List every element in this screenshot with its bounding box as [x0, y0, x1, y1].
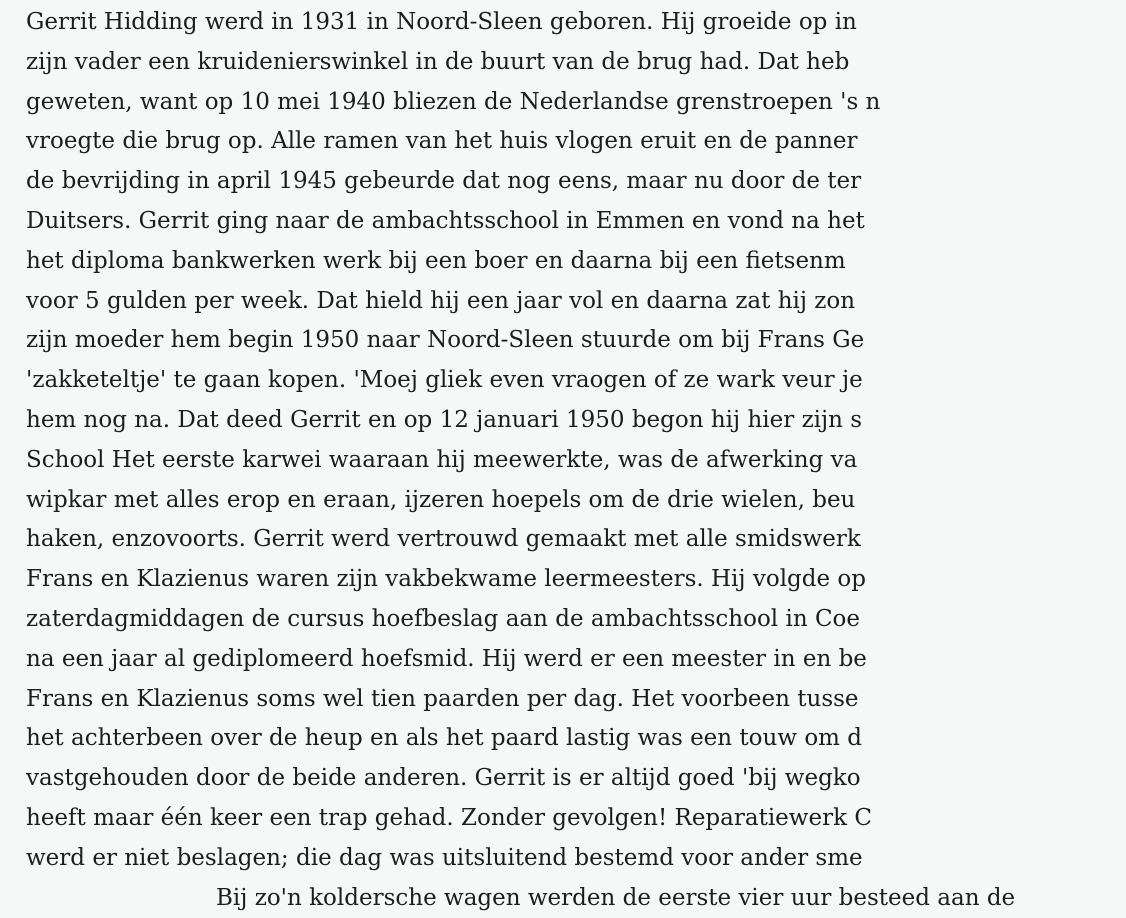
article-text: [26, 3, 1126, 918]
text-line: School Het eerste karwei waaraan hij meewerkte, was de afwerking va: [26, 446, 858, 473]
text-line: Gerrit Hidding werd in 1931 in Noord-Sleen geboren. Hij groeide op in: [26, 9, 857, 35]
text-line: heeft maar één keer een trap gehad. Zonder gevolgen! Reparatiewerk C: [26, 804, 872, 831]
text-line: het achterbeen over de heup en als het paard lastig was een touw om d: [26, 725, 863, 752]
text-line: zijn vader een kruidenierswinkel in de buurt van de brug had. Dat heb: [26, 48, 850, 75]
text-line: zijn moeder hem begin 1950 naar Noord-Sleen stuurde om bij Frans Ge: [26, 327, 865, 354]
text-line: zaterdagmiddagen de cursus hoefbeslag aan de ambachtsschool in Coe: [26, 605, 860, 632]
text-line: hem nog na. Dat deed Gerrit en op 12 januari 1950 begon hij hier zijn s: [26, 406, 863, 433]
text-line: werd er niet beslagen; die dag was uitsluitend bestemd voor ander sme: [26, 844, 863, 871]
text-line: 'zakketeltje' te gaan kopen. 'Moej gliek even vraogen of ze wark veur je: [26, 367, 863, 394]
text-line: de bevrijding in april 1945 gebeurde dat nog eens, maar nu door de ter: [26, 168, 862, 195]
text-line: vroegte die brug op. Alle ramen van het huis vlogen eruit en de panner: [26, 128, 858, 155]
text-line: voor 5 gulden per week. Dat hield hij een jaar vol en daarna zat hij zon: [26, 287, 856, 314]
text-line: het diploma bankwerken werk bij een boer en daarna bij een fietsenm: [26, 247, 846, 274]
text-line: haken, enzovoorts. Gerrit werd vertrouwd gemaakt met alle smidswerk: [26, 526, 861, 553]
text-line: geweten, want op 10 mei 1940 bliezen de Nederlandse grenstroepen 's n: [26, 88, 881, 115]
text-line: na een jaar al gediplomeerd hoefsmid. Hij werd er een meester in en be: [26, 645, 867, 672]
text-line: wipkar met alles erop en eraan, ijzeren hoepels om de drie wielen, beu: [26, 486, 856, 513]
text-line: Frans en Klazienus soms wel tien paarden per dag. Het voorbeen tusse: [26, 685, 859, 712]
text-line: Frans en Klazienus waren zijn vakbekwame leermeesters. Hij volgde op: [26, 566, 866, 593]
text-line: Bij zo'n koldersche wagen werden de eerste vier uur besteed aan de: [216, 884, 1016, 911]
text-line: vastgehouden door de beide anderen. Gerrit is er altijd goed 'bij wegko: [26, 765, 861, 792]
text-line: Duitsers. Gerrit ging naar de ambachtsschool in Emmen en vond na het: [26, 207, 865, 234]
